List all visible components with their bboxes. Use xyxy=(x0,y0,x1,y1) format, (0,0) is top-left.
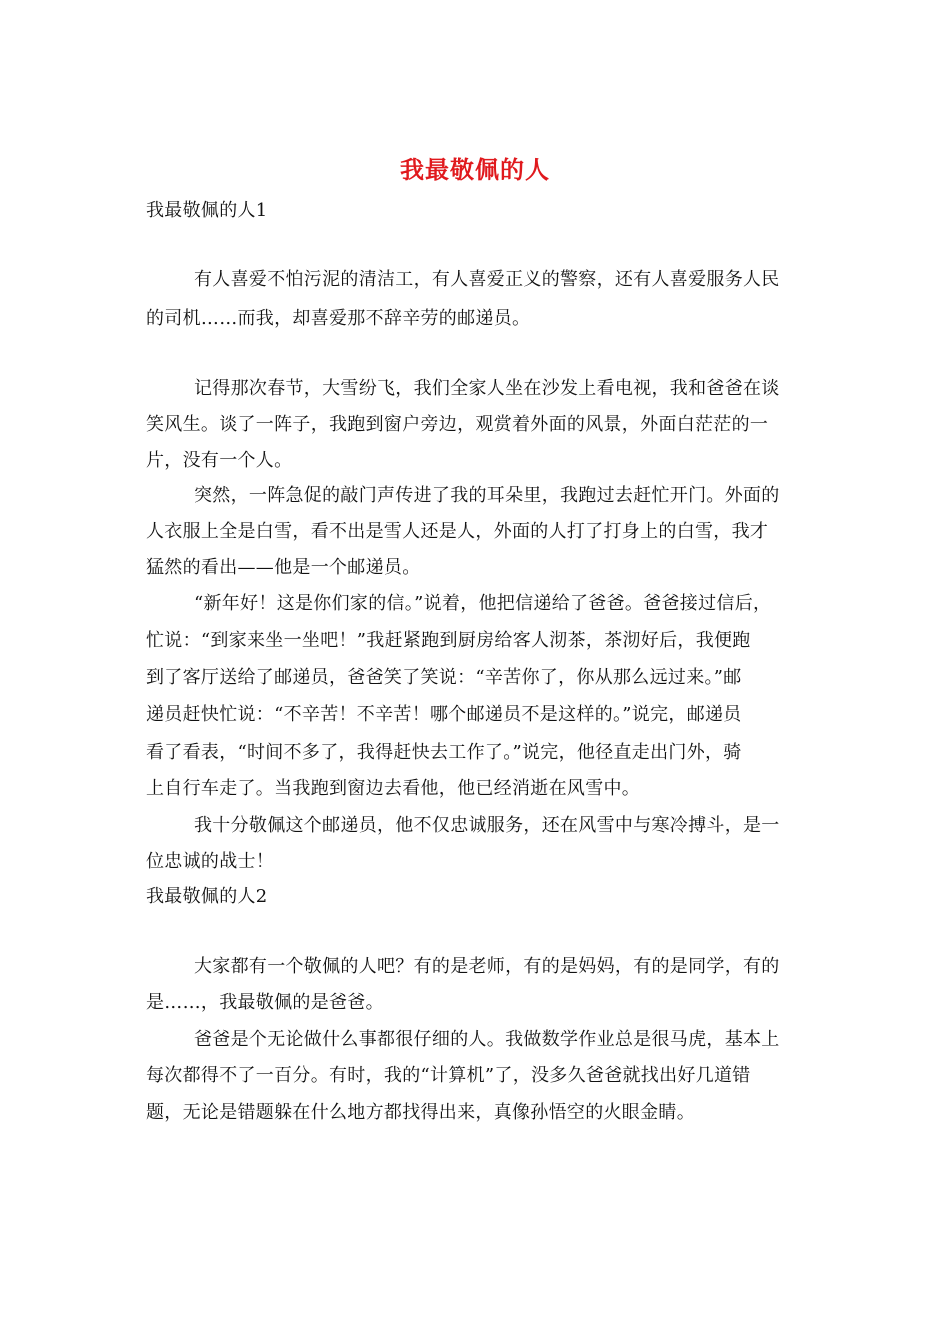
text-line: 是……，我最敬佩的是爸爸。 xyxy=(146,992,384,1013)
text-line: 看了看表，“时间不多了，我得赶快去工作了。”说完，他径直走出门外，骑 xyxy=(146,742,742,763)
text-line: 我十分敬佩这个邮递员，他不仅忠诚服务，还在风雪中与寒冷搏斗，是一 xyxy=(194,815,780,836)
text-line: 递员赶快忙说：“不辛苦！不辛苦！哪个邮递员不是这样的。”说完，邮递员 xyxy=(146,704,742,725)
document-title: 我最敬佩的人 xyxy=(400,155,550,184)
text-line: 有人喜爱不怕污泥的清洁工，有人喜爱正义的警察，还有人喜爱服务人民 xyxy=(194,269,780,290)
text-line: 上自行车走了。当我跑到窗边去看他，他已经消逝在风雪中。 xyxy=(146,778,641,799)
text-line: 人衣服上全是白雪，看不出是雪人还是人，外面的人打了打身上的白雪，我才 xyxy=(146,521,769,542)
section-heading-1: 我最敬佩的人1 xyxy=(146,200,268,221)
text-line: 突然，一阵急促的敲门声传进了我的耳朵里，我跑过去赶忙开门。外面的 xyxy=(194,485,780,506)
text-line: 到了客厅送给了邮递员，爸爸笑了笑说：“辛苦你了，你从那么远过来。”邮 xyxy=(146,667,742,688)
text-line: 的司机……而我，却喜爱那不辞辛劳的邮递员。 xyxy=(146,308,531,329)
text-line: 每次都得不了一百分。有时，我的“计算机”了，没多久爸爸就找出好几道错 xyxy=(146,1065,751,1086)
text-line: “新年好！这是你们家的信。”说着，他把信递给了爸爸。爸爸接过信后， xyxy=(194,593,772,614)
section-heading-2: 我最敬佩的人2 xyxy=(146,886,268,907)
text-line: 猛然的看出——他是一个邮递员。 xyxy=(146,557,421,578)
text-line: 笑风生。谈了一阵子，我跑到窗户旁边，观赏着外面的风景，外面白茫茫的一 xyxy=(146,414,769,435)
text-line: 爸爸是个无论做什么事都很仔细的人。我做数学作业总是很马虎，基本上 xyxy=(194,1029,780,1050)
text-line: 题，无论是错题躲在什么地方都找得出来，真像孙悟空的火眼金睛。 xyxy=(146,1102,695,1123)
text-line: 位忠诚的战士！ xyxy=(146,851,275,872)
text-line: 大家都有一个敬佩的人吧？有的是老师，有的是妈妈，有的是同学，有的 xyxy=(194,956,780,977)
text-line: 记得那次春节，大雪纷飞，我们全家人坐在沙发上看电视，我和爸爸在谈 xyxy=(194,378,780,399)
text-line: 忙说：“到家来坐一坐吧！”我赶紧跑到厨房给客人沏茶，茶沏好后，我便跑 xyxy=(146,630,751,651)
text-line: 片，没有一个人。 xyxy=(146,450,293,471)
